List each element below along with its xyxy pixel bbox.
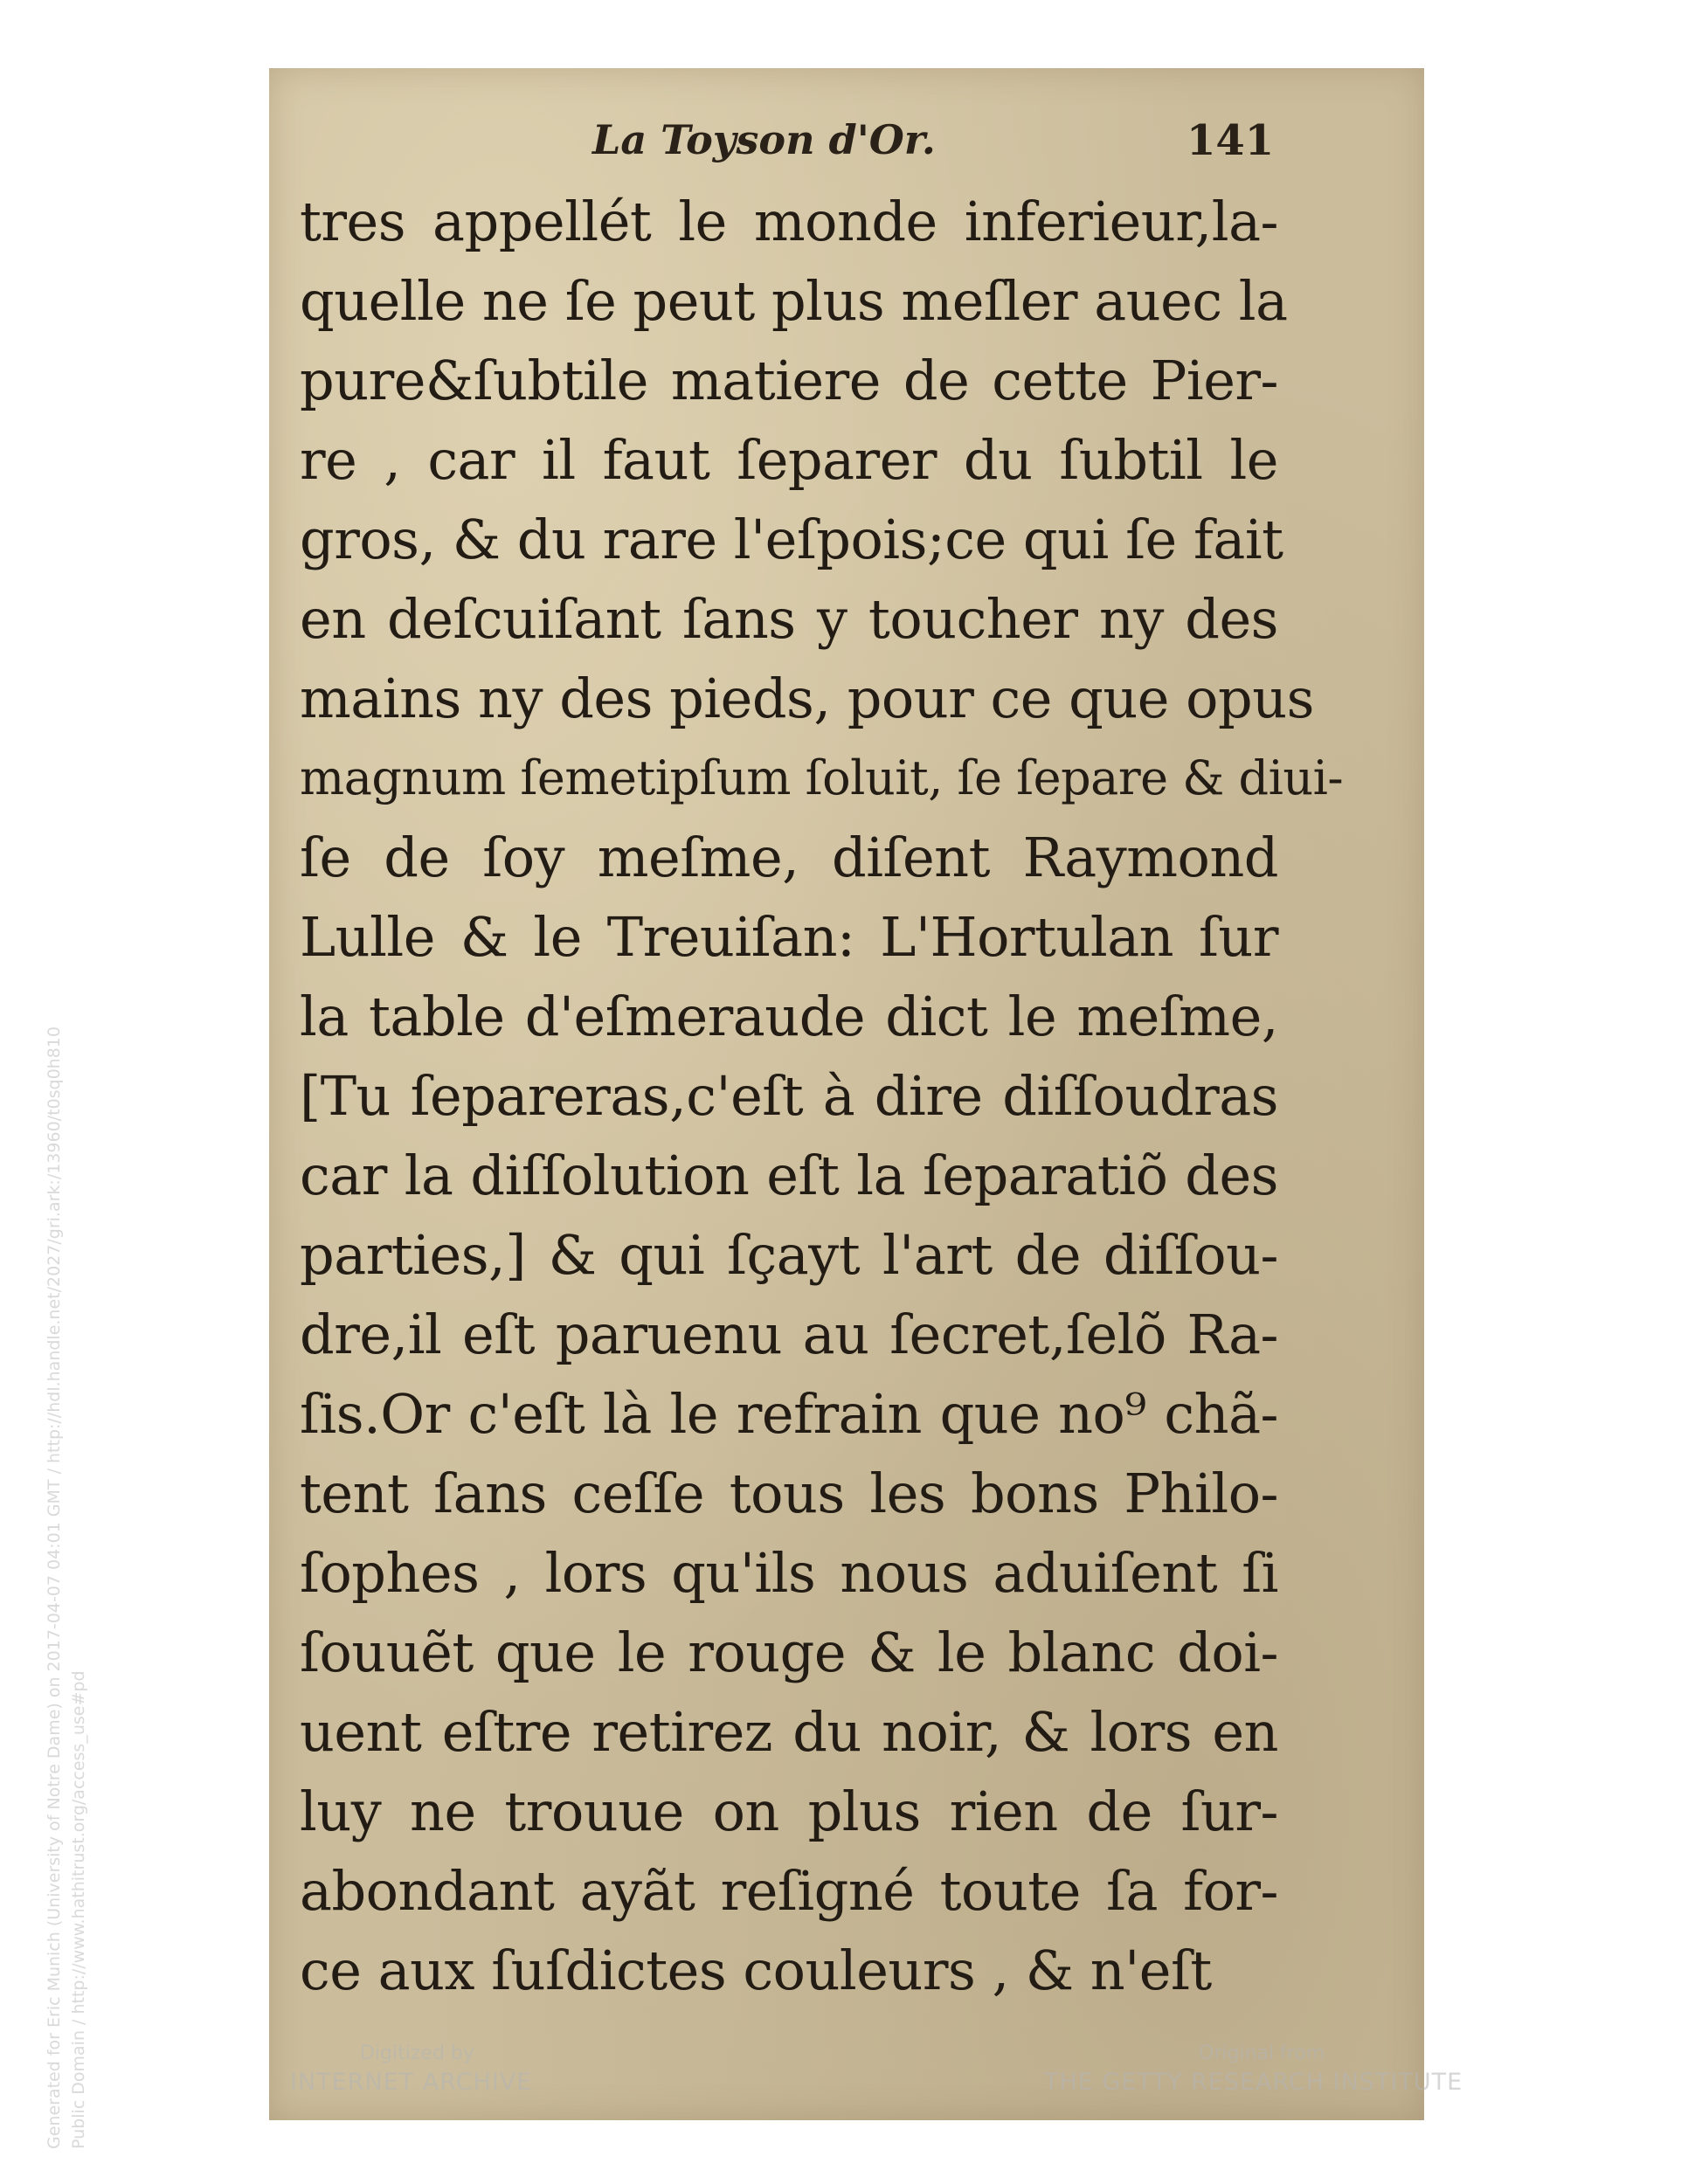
side-note-line: Generated for Eric Munich (University of Notre Dame) on 2017-04-07 04:01 GMT / http://hdl.handle.net/2027/gri.ark:/13960/t0sq0h810 [45, 1026, 64, 2149]
text-line: dre,il eſt paruenu au ſecret,ſelõ Ra- [300, 1303, 1278, 1366]
text-line: quelle ne ſe peut plus meſler auec la [300, 269, 1288, 333]
text-line: la table d'eſmeraude dict le meſme, [300, 985, 1278, 1048]
text-line: uent eſtre retirez du noir, & lors en [300, 1700, 1278, 1764]
text-line: magnum ſemetipſum ſoluit, ſe ſepare & diui- [300, 750, 1344, 805]
text-line: mains ny des pieds, pour ce que opus [300, 667, 1314, 730]
text-line: ſophes , lors qu'ils nous aduiſent ſi [300, 1541, 1278, 1605]
watermark-getty: THE GETTY RESEARCH INSTITUTE [1044, 2069, 1463, 2096]
text-line: pure&ſubtile matiere de cette Pier- [300, 349, 1278, 412]
running-title: La Toyson d'Or. [592, 116, 936, 163]
text-line: tent ſans ceſſe tous les bons Philo- [300, 1462, 1278, 1525]
text-line: gros, & du rare l'eſpois;ce qui ſe fait [300, 508, 1283, 571]
text-line: abondant ayãt reſigné toute ſa for- [300, 1859, 1278, 1923]
text-line: ſis.Or c'eſt là le refrain que no⁹ chã- [300, 1382, 1278, 1446]
side-note [42, 804, 91, 2149]
text-line: ſouuẽt que le rouge & le blanc doi- [300, 1621, 1278, 1684]
side-note-line: Public Domain / http://www.hathitrust.org/access_use#pd [69, 1670, 88, 2149]
watermark-internet-archive: INTERNET ARCHIVE [290, 2069, 533, 2096]
text-line: re , car il faut ſeparer du ſubtil le [300, 428, 1278, 492]
text-line: tres appellét le monde inferieur,la- [300, 190, 1278, 253]
text-line: car la diſſolution eſt la ſeparatiõ des [300, 1144, 1278, 1207]
page-scan [269, 68, 1424, 2120]
text-line: ce aux ſuſdictes couleurs , & n'eſt [300, 1939, 1212, 2002]
text-line: luy ne trouue on plus rien de ſur- [300, 1780, 1278, 1843]
running-head [269, 116, 1424, 177]
text-line: en deſcuiſant ſans y toucher ny des [300, 587, 1278, 651]
watermark-original-from: Original from [1199, 2042, 1325, 2064]
text-line: parties,] & qui ſçayt l'art de diſſou- [300, 1223, 1278, 1287]
watermark-digitized-by: Digitized by [360, 2042, 474, 2064]
text-line: Lulle & le Treuiſan: L'Hortulan ſur [300, 905, 1278, 969]
text-line: [Tu ſepareras,c'eſt à dire diſſoudras [300, 1064, 1278, 1128]
text-block [300, 182, 1344, 2010]
page-number: 141 [1186, 116, 1275, 165]
text-line: ſe de ſoy meſme, diſent Raymond [300, 826, 1278, 889]
